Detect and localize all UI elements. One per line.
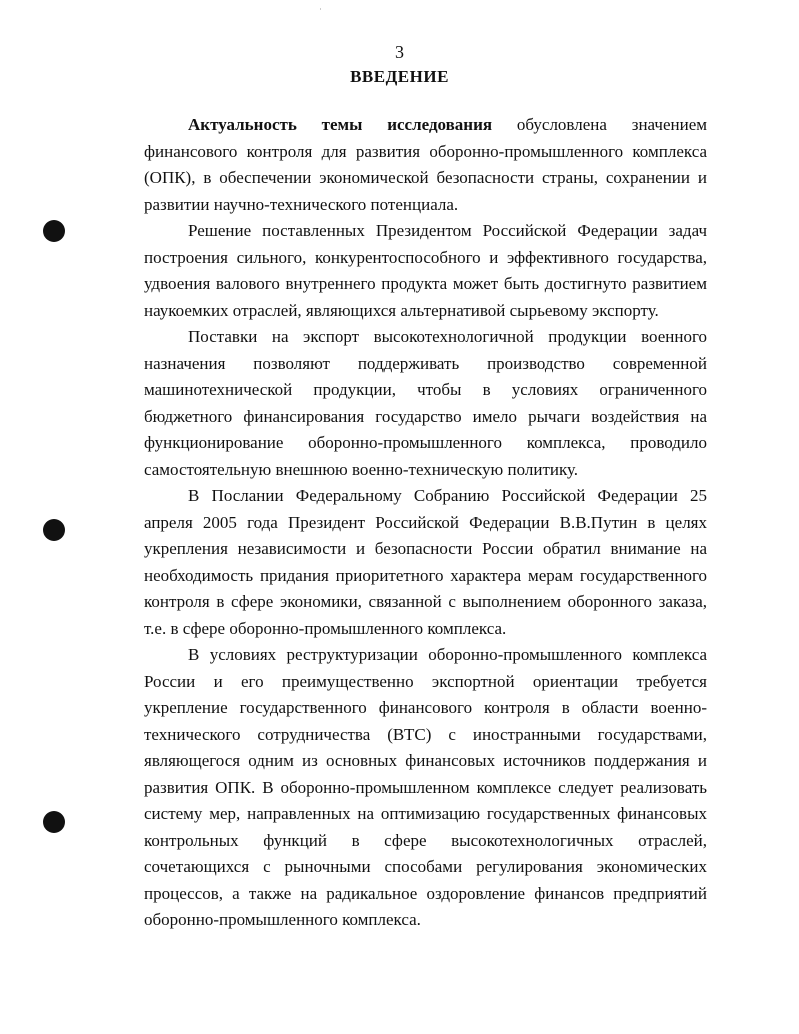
binder-hole-middle xyxy=(43,519,65,541)
paragraph-restructuring: В условиях реструктуризации оборонно-промышленного комплекса России и его преимущественно экспортной ориентации требуется укрепление государственного финансового контроля в области военно-технического сотрудничества (ВТС) с иностранными государствами, являющегося одним из основных финансовых источников поддержания и развития ОПК. В оборонно-промышленном комплексе следует реализовать систему мер, направленных на оптимизацию государственных финансовых контрольных функций в сфере высокотехнологичных отраслей, сочетающихся с рыночными способами регулирования экономических процессов, а также на радикальное оздоровление финансов предприятий оборонно-промышленного комплекса. xyxy=(144,645,707,929)
document-body xyxy=(144,112,707,934)
relevance-lead: Актуальность темы исследования xyxy=(188,115,493,134)
section-heading: ВВЕДЕНИЕ xyxy=(350,67,449,86)
scan-speck xyxy=(320,8,321,10)
relevance-text: обусловлена значением финансового контроля для развития оборонно-промышленного комплекса (ОПК), в обеспечении экономической безопасности страны, сохранении и развитии научно-технического потенциала. xyxy=(144,115,707,214)
paragraph-federal-message: В Послании Федеральному Собранию Российской Федерации 25 апреля 2005 года Президент Российской Федерации В.В.Путин в целях укрепления независимости и безопасности России обратил внимание на необходимость придания приоритетного характера мерам государственного контроля в сфере экономики, связанной с выполнением оборонного заказа, т.е. в сфере оборонно-промышленного комплекса. xyxy=(144,486,707,638)
binder-hole-bottom xyxy=(43,811,65,833)
binder-hole-top xyxy=(43,220,65,242)
paragraph-export-supplies: Поставки на экспорт высокотехнологичной продукции военного назначения позволяют поддерживать производство современной машинотехнической продукции, чтобы в условиях ограниченного бюджетного финансирования государство имело рычаги воздействия на функционирование оборонно-промышленного комплекса, проводило самостоятельную внешнюю военно-техническую политику. xyxy=(144,327,707,479)
page-number: 3 xyxy=(395,42,404,62)
paragraph-president-tasks: Решение поставленных Президентом Российской Федерации задач построения сильного, конкурентоспособного и эффективного государства, удвоения валового внутреннего продукта может быть достигнуто развитием наукоемких отраслей, являющихся альтернативой сырьевому экспорту. xyxy=(144,221,707,320)
paragraph-relevance xyxy=(144,112,707,218)
